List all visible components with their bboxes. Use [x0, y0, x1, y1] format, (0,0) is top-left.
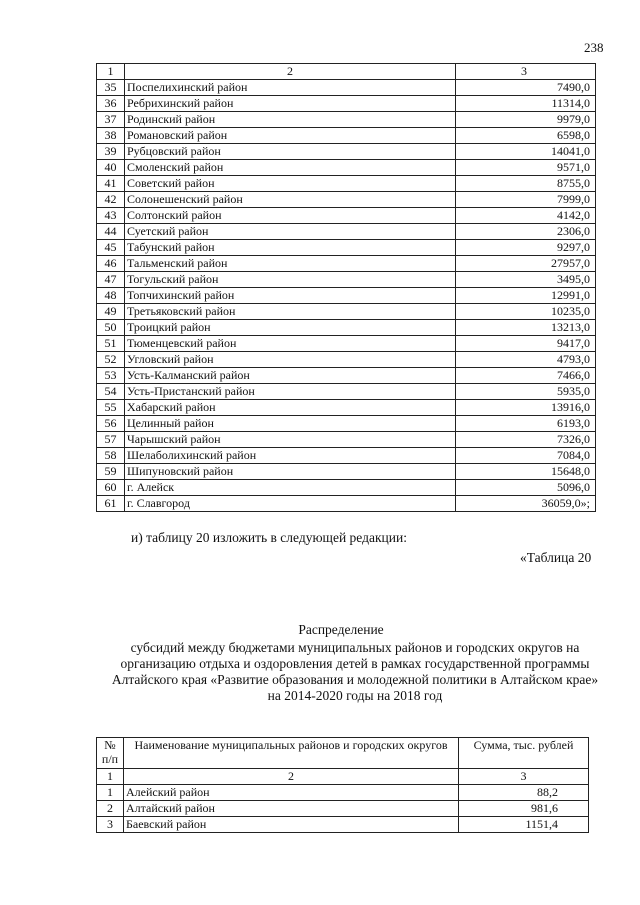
table-row: [97, 480, 596, 496]
table-row: [97, 208, 596, 224]
table-row: [97, 256, 596, 272]
table-row: [97, 464, 596, 480]
table-row: [97, 432, 596, 448]
row-number: 56: [97, 416, 125, 432]
table-row: [97, 416, 596, 432]
district-name: Солтонский район: [125, 208, 456, 224]
row-number: 51: [97, 336, 125, 352]
district-name: Угловский район: [125, 352, 456, 368]
column-number-3: 3: [459, 769, 589, 785]
amount: 88,2: [459, 785, 589, 801]
amount: 981,6: [459, 801, 589, 817]
amount: 9571,0: [456, 160, 596, 176]
amount: 5935,0: [456, 384, 596, 400]
district-name: Усть-Калманский район: [125, 368, 456, 384]
amount: 5096,0: [456, 480, 596, 496]
district-name: Тюменцевский район: [125, 336, 456, 352]
district-name: Поспелихинский район: [125, 80, 456, 96]
amount: 7084,0: [456, 448, 596, 464]
amount: 11314,0: [456, 96, 596, 112]
table-row: [97, 128, 596, 144]
table-caption: «Таблица 20: [520, 550, 592, 565]
amount: 10235,0: [456, 304, 596, 320]
amount: 7999,0: [456, 192, 596, 208]
table-row: [97, 304, 596, 320]
column-number-row: [97, 769, 589, 785]
row-number: 39: [97, 144, 125, 160]
row-number: 35: [97, 80, 125, 96]
row-number: 2: [97, 801, 124, 817]
district-name: Табунский район: [125, 240, 456, 256]
table-row: [97, 320, 596, 336]
amount: 1151,4: [459, 817, 589, 833]
row-number: 43: [97, 208, 125, 224]
district-name: Чарышский район: [125, 432, 456, 448]
amendment-instruction: и) таблицу 20 изложить в следующей редакции:: [131, 530, 407, 545]
row-number: 38: [97, 128, 125, 144]
amount: 4793,0: [456, 352, 596, 368]
district-name: г. Алейск: [125, 480, 456, 496]
column-number-2: 2: [124, 769, 459, 785]
table-row: [97, 176, 596, 192]
district-name: Алейский район: [124, 785, 459, 801]
table-row: [97, 224, 596, 240]
table-row: [97, 112, 596, 128]
amount: 14041,0: [456, 144, 596, 160]
table-row: [97, 144, 596, 160]
table-row: [97, 384, 596, 400]
header-cell-1: 1: [97, 64, 125, 80]
district-name: Баевский район: [124, 817, 459, 833]
district-name: г. Славгород: [125, 496, 456, 512]
amount: 6193,0: [456, 416, 596, 432]
row-number: 52: [97, 352, 125, 368]
header-cell-2: 2: [125, 64, 456, 80]
amount: 13213,0: [456, 320, 596, 336]
amount: 7326,0: [456, 432, 596, 448]
district-name: Родинский район: [125, 112, 456, 128]
subsidy-table-header: [97, 738, 589, 769]
table-row: [97, 496, 596, 512]
district-name: Алтайский район: [124, 801, 459, 817]
district-name: Романовский район: [125, 128, 456, 144]
district-name: Топчихинский район: [125, 288, 456, 304]
table-row: [97, 160, 596, 176]
district-name: Целинный район: [125, 416, 456, 432]
district-name: Усть-Пристанский район: [125, 384, 456, 400]
table-row: [97, 240, 596, 256]
table-row: [97, 80, 596, 96]
amount: 15648,0: [456, 464, 596, 480]
row-number: 46: [97, 256, 125, 272]
distribution-description: субсидий между бюджетами муниципальных районов и городских округов на организацию отдыха и оздоровления детей в рамках государственной программы Алтайского края «Развитие образования и молодежной политики в Алтайском крае» на 2014-2020 годы на 2018 год: [111, 640, 599, 703]
district-name: Ребрихинский район: [125, 96, 456, 112]
table-row: [97, 352, 596, 368]
table-row: [97, 288, 596, 304]
table-row: [97, 801, 589, 817]
row-number: 3: [97, 817, 124, 833]
table-row: [97, 817, 589, 833]
header-num: № п/п: [97, 738, 124, 769]
row-number: 57: [97, 432, 125, 448]
table-row: [97, 368, 596, 384]
header-cell-3: 3: [456, 64, 596, 80]
row-number: 45: [97, 240, 125, 256]
district-name: Хабарский район: [125, 400, 456, 416]
row-number: 55: [97, 400, 125, 416]
amount: 8755,0: [456, 176, 596, 192]
district-name: Солонешенский район: [125, 192, 456, 208]
amount: 36059,0»;: [456, 496, 596, 512]
district-name: Тогульский район: [125, 272, 456, 288]
table-row: [97, 400, 596, 416]
amount: 2306,0: [456, 224, 596, 240]
row-number: 54: [97, 384, 125, 400]
amount: 7466,0: [456, 368, 596, 384]
row-number: 60: [97, 480, 125, 496]
district-name: Советский район: [125, 176, 456, 192]
row-number: 50: [97, 320, 125, 336]
district-name: Третьяковский район: [125, 304, 456, 320]
table-row: [97, 272, 596, 288]
row-number: 40: [97, 160, 125, 176]
column-number-1: 1: [97, 769, 124, 785]
amount: 9979,0: [456, 112, 596, 128]
amount: 6598,0: [456, 128, 596, 144]
amount: 4142,0: [456, 208, 596, 224]
row-number: 61: [97, 496, 125, 512]
amount: 7490,0: [456, 80, 596, 96]
row-number: 42: [97, 192, 125, 208]
amount: 9417,0: [456, 336, 596, 352]
row-number: 41: [97, 176, 125, 192]
table-row: [97, 448, 596, 464]
table-row: [97, 336, 596, 352]
district-name: Шипуновский район: [125, 464, 456, 480]
row-number: 37: [97, 112, 125, 128]
row-number: 48: [97, 288, 125, 304]
district-name: Суетский район: [125, 224, 456, 240]
row-number: 44: [97, 224, 125, 240]
row-number: 58: [97, 448, 125, 464]
row-number: 53: [97, 368, 125, 384]
subsidy-table: [96, 737, 589, 833]
table-row: [97, 785, 589, 801]
amount: 3495,0: [456, 272, 596, 288]
header-name: Наименование муниципальных районов и городских округов: [124, 738, 459, 769]
row-number: 59: [97, 464, 125, 480]
district-name: Смоленский район: [125, 160, 456, 176]
page-number: 238: [584, 40, 604, 55]
table-row: [97, 192, 596, 208]
table-row: [97, 96, 596, 112]
row-number: 47: [97, 272, 125, 288]
row-number: 1: [97, 785, 124, 801]
amount: 13916,0: [456, 400, 596, 416]
row-number: 49: [97, 304, 125, 320]
district-name: Шелаболихинский район: [125, 448, 456, 464]
table-header-row: [97, 64, 596, 80]
header-sum: Сумма, тыс. рублей: [459, 738, 589, 769]
district-name: Тальменский район: [125, 256, 456, 272]
amount: 9297,0: [456, 240, 596, 256]
amount: 12991,0: [456, 288, 596, 304]
row-number: 36: [97, 96, 125, 112]
distribution-title: Распределение: [298, 622, 384, 637]
district-name: Рубцовский район: [125, 144, 456, 160]
amount: 27957,0: [456, 256, 596, 272]
districts-table-continued: [96, 63, 596, 512]
district-name: Троицкий район: [125, 320, 456, 336]
